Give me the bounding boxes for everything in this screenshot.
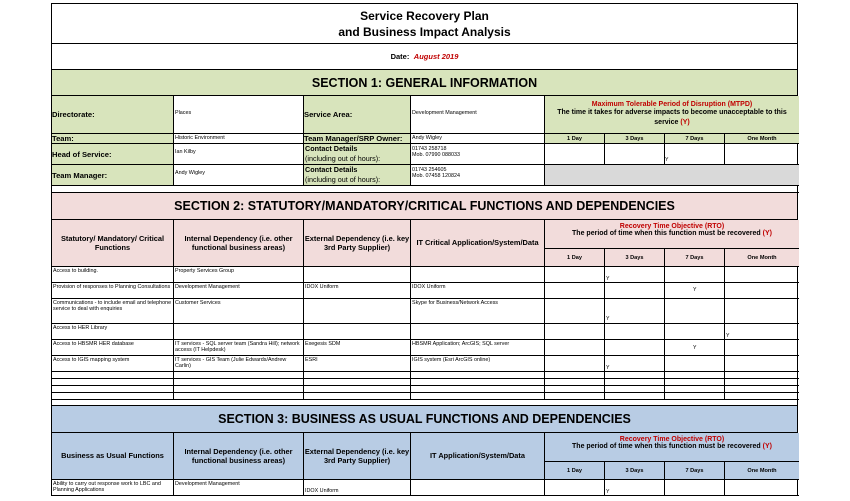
section2-title: SECTION 2: STATUTORY/MANDATORY/CRITICAL FUNCTIONS AND DEPENDENCIES <box>174 199 675 213</box>
s2-period-1day: 1 Day <box>545 249 605 267</box>
s3-row-internal: Development Management <box>174 480 304 496</box>
s2-period-3days: 3 Days <box>605 249 665 267</box>
empty-cell <box>304 372 411 379</box>
s2-row-external <box>304 267 411 283</box>
s2-row-function: Access to HER Library <box>52 324 174 340</box>
tm-contact-subtitle: (including out of hours): <box>305 174 381 184</box>
empty-cell <box>174 379 304 386</box>
s2-row-internal: Property Services Group <box>174 267 304 283</box>
directorate-label: Directorate: <box>52 96 174 134</box>
s2-row-7days <box>665 356 725 372</box>
empty-cell <box>174 372 304 379</box>
mtpd-title: Maximum Tolerable Period of Disruption (MTPD) <box>591 101 753 108</box>
s2-row-external: IDOX Uniform <box>304 283 411 299</box>
empty-cell <box>545 379 605 386</box>
empty-cell <box>725 379 799 386</box>
s2-row-3days <box>605 299 665 324</box>
date-label: Date: <box>390 52 410 61</box>
s2-row-function: Provision of responses to Planning Consultations <box>52 283 174 299</box>
head-contact-subtitle: (including out of hours): <box>305 153 381 163</box>
s3-period-3days: 3 Days <box>605 462 665 480</box>
team-manager-srp-value: Andy Wigley <box>411 134 545 144</box>
s3-row-1day <box>545 480 605 496</box>
date-row <box>51 44 798 70</box>
plan-title <box>51 3 798 44</box>
team-manager-srp-label: Team Manager/SRP Owner: <box>304 134 411 144</box>
empty-cell <box>52 393 174 400</box>
section2-column-headers <box>51 220 798 267</box>
head-contact-value: 01743 258718 Mob. 07990 088033 <box>411 144 545 165</box>
empty-cell <box>174 386 304 393</box>
s3-table-row <box>51 480 798 496</box>
s2-row-1day <box>545 324 605 340</box>
empty-cell <box>665 372 725 379</box>
s2-row-internal: Development Management <box>174 283 304 299</box>
empty-cell <box>605 393 665 400</box>
s2-row-it: IDOX Uniform <box>411 283 545 299</box>
empty-cell <box>725 372 799 379</box>
s2-row-3days <box>605 283 665 299</box>
tm-contact-value: 01743 254605 Mob. 07458 120824 <box>411 165 545 186</box>
s2-row-it: IGIS system (Esri ArcGIS online) <box>411 356 545 372</box>
mtpd-period-7days: 7 Days <box>665 134 725 144</box>
s3-row-external: IDOX Uniform <box>304 480 411 496</box>
s2-row-external: Exegesis SDM <box>304 340 411 356</box>
team-manager-label: Team Manager: <box>52 165 174 186</box>
s2-row-1month <box>725 299 799 324</box>
empty-cell <box>545 386 605 393</box>
empty-cell <box>174 393 304 400</box>
section3-title: SECTION 3: BUSINESS AS USUAL FUNCTIONS AND DEPENDENCIES <box>218 412 631 426</box>
s2-row-internal: IT services - SQL server team (Sandra Hill); network access (IT Helpdesk) <box>174 340 304 356</box>
head-mtpd-3days <box>605 144 669 165</box>
s2-col-external: External Dependency (i.e. key 3rd Party Supplier) <box>304 220 411 267</box>
section1-title: SECTION 1: GENERAL INFORMATION <box>311 75 538 90</box>
s3-row-1month <box>725 480 799 496</box>
s2-rto-description: The period of time when this function must be recovered (Y) <box>572 230 772 237</box>
empty-cell <box>52 386 174 393</box>
s3-row-7days <box>665 480 725 496</box>
s2-row-mark: Y <box>606 316 610 322</box>
directorate-value: Places <box>174 96 304 134</box>
mtpd-description: The time it takes for adverse impacts to become unacceptable to this service (Y) <box>557 109 787 126</box>
team-value: Historic Environment <box>174 134 304 144</box>
empty-cell <box>304 393 411 400</box>
s2-row-1day <box>545 267 605 283</box>
section3-header <box>51 406 798 433</box>
empty-cell <box>545 372 605 379</box>
tm-contact-title: Contact Details <box>305 165 358 174</box>
recovery-plan-sheet <box>51 3 798 496</box>
s2-row-external: ESRI <box>304 356 411 372</box>
s2-row-1day <box>545 356 605 372</box>
head-mtpd-mark: Y <box>665 157 669 163</box>
s3-row-mark: Y <box>606 489 610 495</box>
s2-row-it <box>411 324 545 340</box>
s2-row-internal: IT services - GIS Team (Julie Edwards/Andrew Carlin) <box>174 356 304 372</box>
s2-row-1day <box>545 283 605 299</box>
s2-col-functions: Statutory/ Mandatory/ Critical Functions <box>52 220 174 267</box>
empty-cell <box>605 372 665 379</box>
s2-empty-row <box>51 379 798 386</box>
empty-cell <box>605 379 665 386</box>
s2-row-7days <box>665 299 725 324</box>
empty-cell <box>52 372 174 379</box>
s3-row-function: Ability to carry out response work to LBC and Planning Applications <box>52 480 174 496</box>
empty-cell <box>411 372 545 379</box>
empty-cell <box>545 393 605 400</box>
section3-column-headers <box>51 433 798 480</box>
s2-rto-header <box>545 220 799 249</box>
s3-col-internal: Internal Dependency (i.e. other functional business areas) <box>174 433 304 480</box>
team-label: Team: <box>52 134 174 144</box>
section1-spacer <box>52 186 799 193</box>
s2-row-7days <box>665 267 725 283</box>
s2-row-1month <box>725 267 799 283</box>
s2-row-mark: Y <box>726 333 730 339</box>
empty-cell <box>665 393 725 400</box>
s2-row-it: Skype for Business/Network Access <box>411 299 545 324</box>
empty-cell <box>411 379 545 386</box>
s2-row-1day <box>545 340 605 356</box>
s2-row-mark: Y <box>693 345 697 351</box>
s3-rto-description: The period of time when this function must be recovered (Y) <box>572 443 772 450</box>
s3-col-functions: Business as Usual Functions <box>52 433 174 480</box>
head-contact-title: Contact Details <box>305 144 358 153</box>
s2-row-1month <box>725 340 799 356</box>
s2-row-external <box>304 324 411 340</box>
head-mtpd-1day <box>545 144 605 165</box>
s2-row-mark: Y <box>693 287 697 293</box>
s2-period-1month: One Month <box>725 249 799 267</box>
date-value: August 2019 <box>413 52 459 61</box>
mtpd-header <box>545 96 799 134</box>
empty-cell <box>411 386 545 393</box>
s2-row-it <box>411 267 545 283</box>
s2-row-3days <box>605 324 665 340</box>
s2-table-row <box>51 283 798 299</box>
s2-table-row <box>51 340 798 356</box>
s2-row-internal <box>174 324 304 340</box>
s3-rto-header <box>545 433 799 462</box>
s3-period-1month: One Month <box>725 462 799 480</box>
s2-row-function: Access to HBSMR HER database <box>52 340 174 356</box>
head-contact-label <box>304 144 411 165</box>
s2-row-3days <box>605 356 665 372</box>
s2-empty-row <box>51 393 798 400</box>
s2-row-function: Communications - to include email and telephone service to deal with enquiries <box>52 299 174 324</box>
s2-empty-row <box>51 372 798 379</box>
head-of-service-label: Head of Service: <box>52 144 174 165</box>
s3-period-7days: 7 Days <box>665 462 725 480</box>
s2-row-mark: Y <box>606 365 610 371</box>
s2-empty-row <box>51 386 798 393</box>
s2-table-row <box>51 299 798 324</box>
section2-header <box>51 193 798 220</box>
s2-row-internal: Customer Services <box>174 299 304 324</box>
head-mtpd-7days <box>665 144 725 165</box>
empty-cell <box>52 379 174 386</box>
team-manager-value: Andy Wigley <box>174 165 304 186</box>
s2-table-row <box>51 324 798 340</box>
tm-contact-label <box>304 165 411 186</box>
s2-rto-title: Recovery Time Objective (RTO) <box>619 223 725 230</box>
empty-cell <box>665 386 725 393</box>
head-of-service-value: Ian Kilby <box>174 144 304 165</box>
s2-row-it: HBSMR Application; ArcGIS; SQL server <box>411 340 545 356</box>
s2-period-7days: 7 Days <box>665 249 725 267</box>
title-line-1: Service Recovery Plan <box>360 9 489 23</box>
s3-row-it <box>411 480 545 496</box>
service-area-value: Development Management <box>411 96 545 134</box>
mtpd-period-3days: 3 Days <box>605 134 665 144</box>
s2-table-row <box>51 356 798 372</box>
head-mtpd-1month <box>725 144 799 165</box>
tm-blank-area <box>545 165 799 186</box>
s2-row-7days <box>665 283 725 299</box>
mtpd-period-1day: 1 Day <box>545 134 605 144</box>
s2-row-external <box>304 299 411 324</box>
s2-row-function: Access to IGIS mapping system <box>52 356 174 372</box>
empty-cell <box>725 386 799 393</box>
s2-row-1month <box>725 283 799 299</box>
s2-row-3days <box>605 340 665 356</box>
s2-row-3days <box>605 267 665 283</box>
section1-grid <box>51 96 798 193</box>
s2-row-7days <box>665 324 725 340</box>
s2-row-mark: Y <box>606 276 610 282</box>
s3-row-3days <box>605 480 665 496</box>
s3-period-1day: 1 Day <box>545 462 605 480</box>
s2-col-internal: Internal Dependency (i.e. other functional business areas) <box>174 220 304 267</box>
s3-rto-title: Recovery Time Objective (RTO) <box>619 436 725 443</box>
mtpd-period-1month: One Month <box>725 134 799 144</box>
s2-row-1month <box>725 356 799 372</box>
s2-row-1day <box>545 299 605 324</box>
empty-cell <box>304 379 411 386</box>
empty-cell <box>304 386 411 393</box>
s2-row-1month <box>725 324 799 340</box>
s2-row-7days <box>665 340 725 356</box>
empty-cell <box>725 393 799 400</box>
s3-col-it: IT Application/System/Data <box>411 433 545 480</box>
s2-col-it: IT Critical Application/System/Data <box>411 220 545 267</box>
s3-col-external: External Dependency (i.e. key 3rd Party Supplier) <box>304 433 411 480</box>
s2-table-row <box>51 267 798 283</box>
section1-header <box>51 70 798 96</box>
s2-row-function: Access to building. <box>52 267 174 283</box>
empty-cell <box>605 386 665 393</box>
title-line-2: and Business Impact Analysis <box>338 25 511 39</box>
empty-cell <box>411 393 545 400</box>
service-area-label: Service Area: <box>304 96 411 134</box>
empty-cell <box>665 379 725 386</box>
